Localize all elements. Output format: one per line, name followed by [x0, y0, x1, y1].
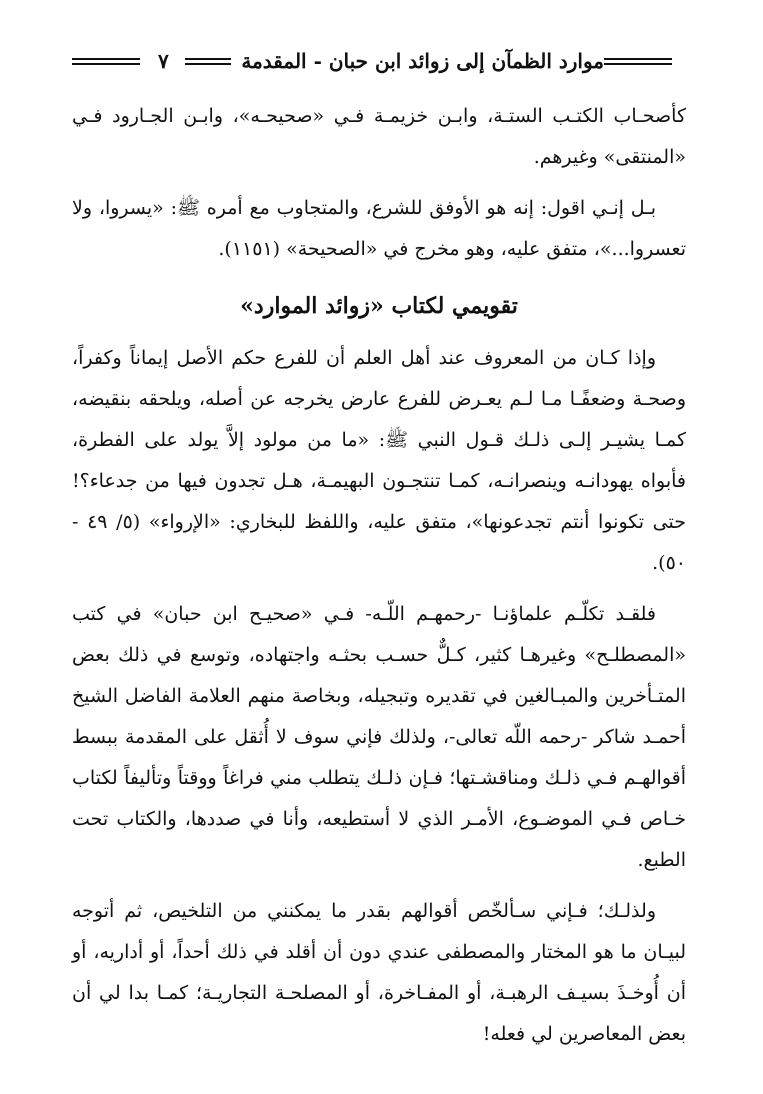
header-rule-left	[72, 58, 140, 65]
paragraph-scholars: فلقـد تكلّـم علماؤنـا -رحمهـم اللّـه- فـي «صحيـح ابن حبان» في كتب «المصطلـح» وغيرهـا كثير، كـلٌّ حسـب بحثـه واجتهاده، وتوسع في ذلك بعض المتـأخرين والمبـالغين في تقديره وتبجيله، وبخاصة منهم العلامة الفاضل الشيخ أحمـد شاكر -رحمه اللّه تعالى-، ولذلك فإني سوف لا أُثقل على المقدمة ببسط أقوالهـم فـي ذلـك ومناقشـتها؛ فـإن ذلـك يتطلب مني فراغاً ووقتاً وتأليفاً لكتاب خـاص فـي الموضـوع، الأمـر الذي لا أستطيعه، وأنا في صددها، والكتاب تحت الطبع.	[72, 603, 686, 871]
section-heading: تقويمي لكتاب «زوائد الموارد»	[240, 293, 518, 319]
paragraph-continuation: كأصحـاب الكتـب الستـة، وابـن خزيمـة فـي «صحيحـه»، وابـن الجـارود فـي «المنتقى» وغيرهم.	[72, 105, 686, 168]
paragraph-principle: وإذا كـان من المعروف عند أهل العلم أن للفرع حكم الأصل إيماناً وكفراً، وصحـة وضعفًـا مـا لـم يعـرض للفرع عارض يخرجه عن أصله، ويلحقه بنقيضه، كمـا يشيـر إلـى ذلـك قـول النبي ﷺ: «ما من مولود إلاَّ يولد على الفطرة، فأبواه يهودانـه وينصرانـه، كمـا تنتجـون البهيمـة، هـل تجدون فيها من جدعاء؟! حتى تكونوا أنتم تجدعونها»، متفق عليه، واللفظ للبخاري: «الإرواء» (٥/ ٤٩ - ٥٠).	[72, 347, 686, 574]
running-header	[72, 44, 684, 78]
page-body	[72, 96, 686, 1065]
header-rule-middle	[185, 58, 232, 65]
page-number: ٧	[158, 49, 169, 73]
header-title: موارد الظمآن إلى زوائد ابن حبان - المقدمة	[241, 49, 604, 73]
header-rule-right	[604, 58, 672, 65]
paragraph-summary: ولذلـك؛ فـإني سـألخّص أقوالهم بقدر ما يمكنني من التلخيص، ثم أتوجه لبيـان ما هو المختار والمصطفى عندي دون أن أقلد في ذلك أحداً، أو أداريه، أو أن أُوخـذَ بسيـف الرهبـة، أو المفـاخرة، أو المصلحـة التجاريـة؛ كمـا بدا لي أن بعض المعاصرين لي فعله!	[72, 900, 686, 1045]
paragraph-opinion: بـل إنـي اقول: إنه هو الأوفق للشرع، والمتجاوب مع أمره ﷺ: «يسروا، ولا تعسروا...»، متفق عليه، وهو مخرج في «الصحيحة» (١١٥١).	[72, 197, 686, 260]
